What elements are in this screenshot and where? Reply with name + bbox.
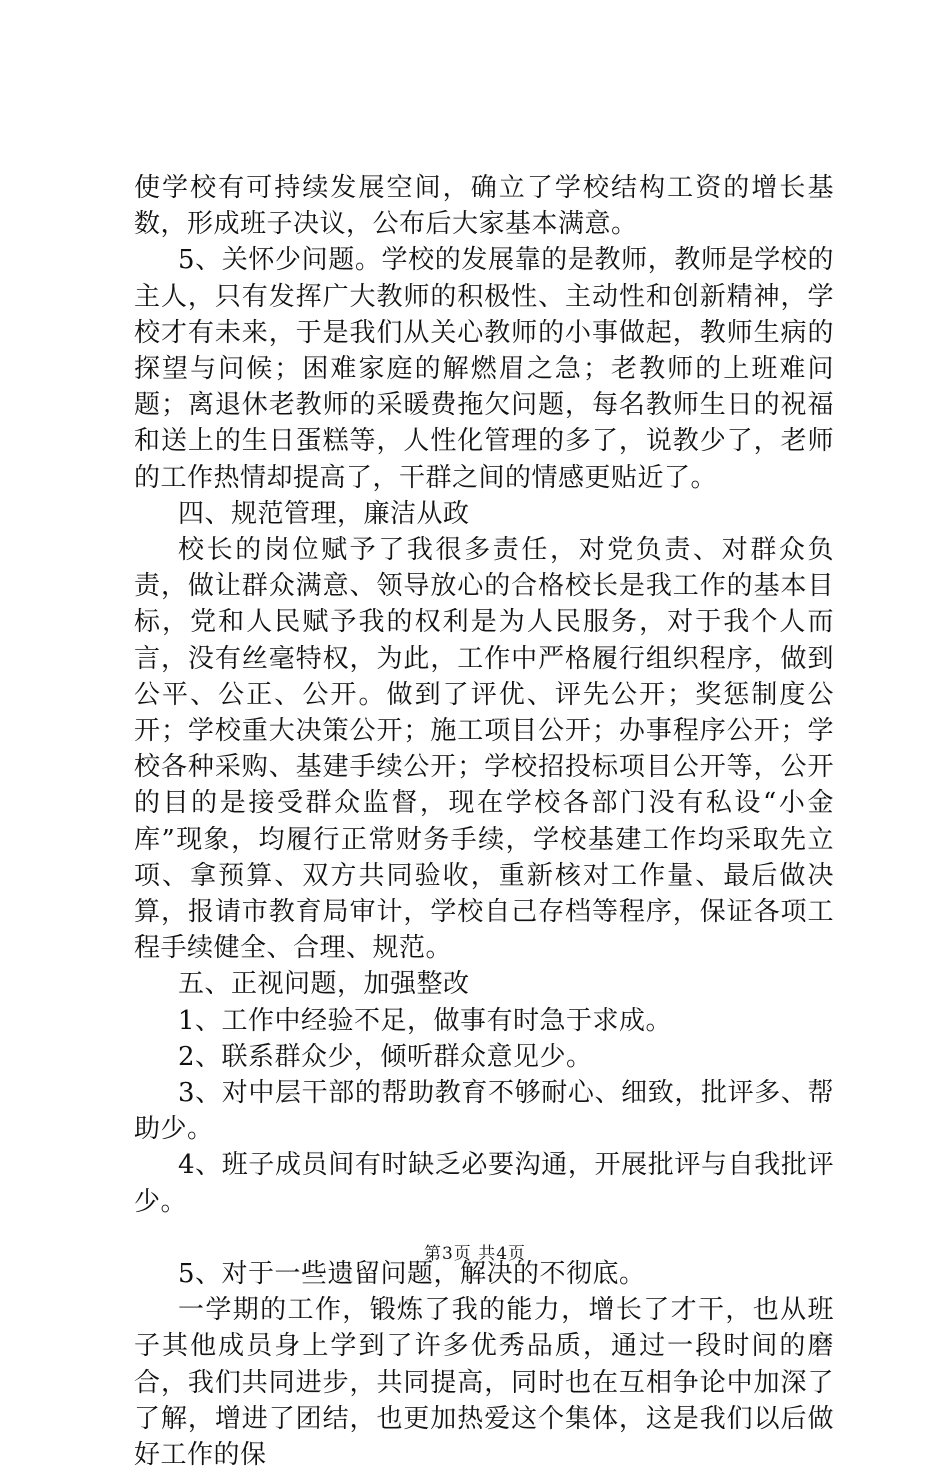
section-heading-5: 五、正视问题，加强整改	[178, 969, 470, 1000]
paragraph-2: 5、关怀少问题。学校的发展靠的是教师，教师是学校的主人，只有发挥广大教师的积极性、主动性和创新精神，学校才有未来，于是我们从关心教师的小事做起，教师生病的探望与问候；困难家庭的解燃眉之急；老教师的上班难问题；离退休老教师的采暖费拖欠问题，每名教师生日的祝福和送上的生日蛋糕等，人性化管理的多了，说教少了，老师的工作热情却提高了，干群之间的情感更贴近了。	[134, 245, 834, 493]
list-item-4: 4、班子成员间有时缺乏必要沟通，开展批评与自我批评少。	[134, 1150, 834, 1217]
list-item-3: 3、对中层干部的帮助教育不够耐心、细致，批评多、帮助少。	[134, 1078, 834, 1145]
list-item-5: 5、对于一些遗留问题，解决的不彻底。	[178, 1258, 646, 1289]
page-footer: 第3页 共4页	[423, 1244, 527, 1264]
list-item-2: 2、联系群众少，倾听群众意见少。	[178, 1041, 593, 1072]
list-item-1: 1、工作中经验不足，做事有时急于求成。	[178, 1005, 673, 1036]
paragraph-1: 使学校有可持续发展空间，确立了学校结构工资的增长基数，形成班子决议，公布后大家基本满意。	[134, 173, 834, 240]
paragraph-4: 一学期的工作，锻炼了我的能力，增长了才干，也从班子其他成员身上学到了许多优秀品质，通过一段时间的磨合，我们共同进步，共同提高，同时也在互相争论中加深了了解，增进了团结，也更加热爱这个集体，这是我们以后做好工作的保	[134, 1295, 834, 1470]
section-heading-4: 四、规范管理，廉洁从政	[178, 498, 470, 529]
paragraph-3: 校长的岗位赋予了我很多责任，对党负责、对群众负责，做让群众满意、领导放心的合格校长是我工作的基本目标，党和人民赋予我的权利是为人民服务，对于我个人而言，没有丝毫特权，为此，工作中严格履行组织程序，做到公平、公正、公开。做到了评优、评先公开；奖惩制度公开；学校重大决策公开；施工项目公开；办事程序公开；学校各种采购、基建手续公开；学校招投标项目公开等，公开的目的是接受群众监督，现在学校各部门没有私设“小金库”现象，均履行正常财务手续，学校基建工作均采取先立项、拿预算、双方共同验收，重新核对工作量、最后做决算，报请市教育局审计，学校自己存档等程序，保证各项工程手续健全、合理、规范。	[134, 535, 834, 964]
body-text	[134, 170, 834, 1473]
